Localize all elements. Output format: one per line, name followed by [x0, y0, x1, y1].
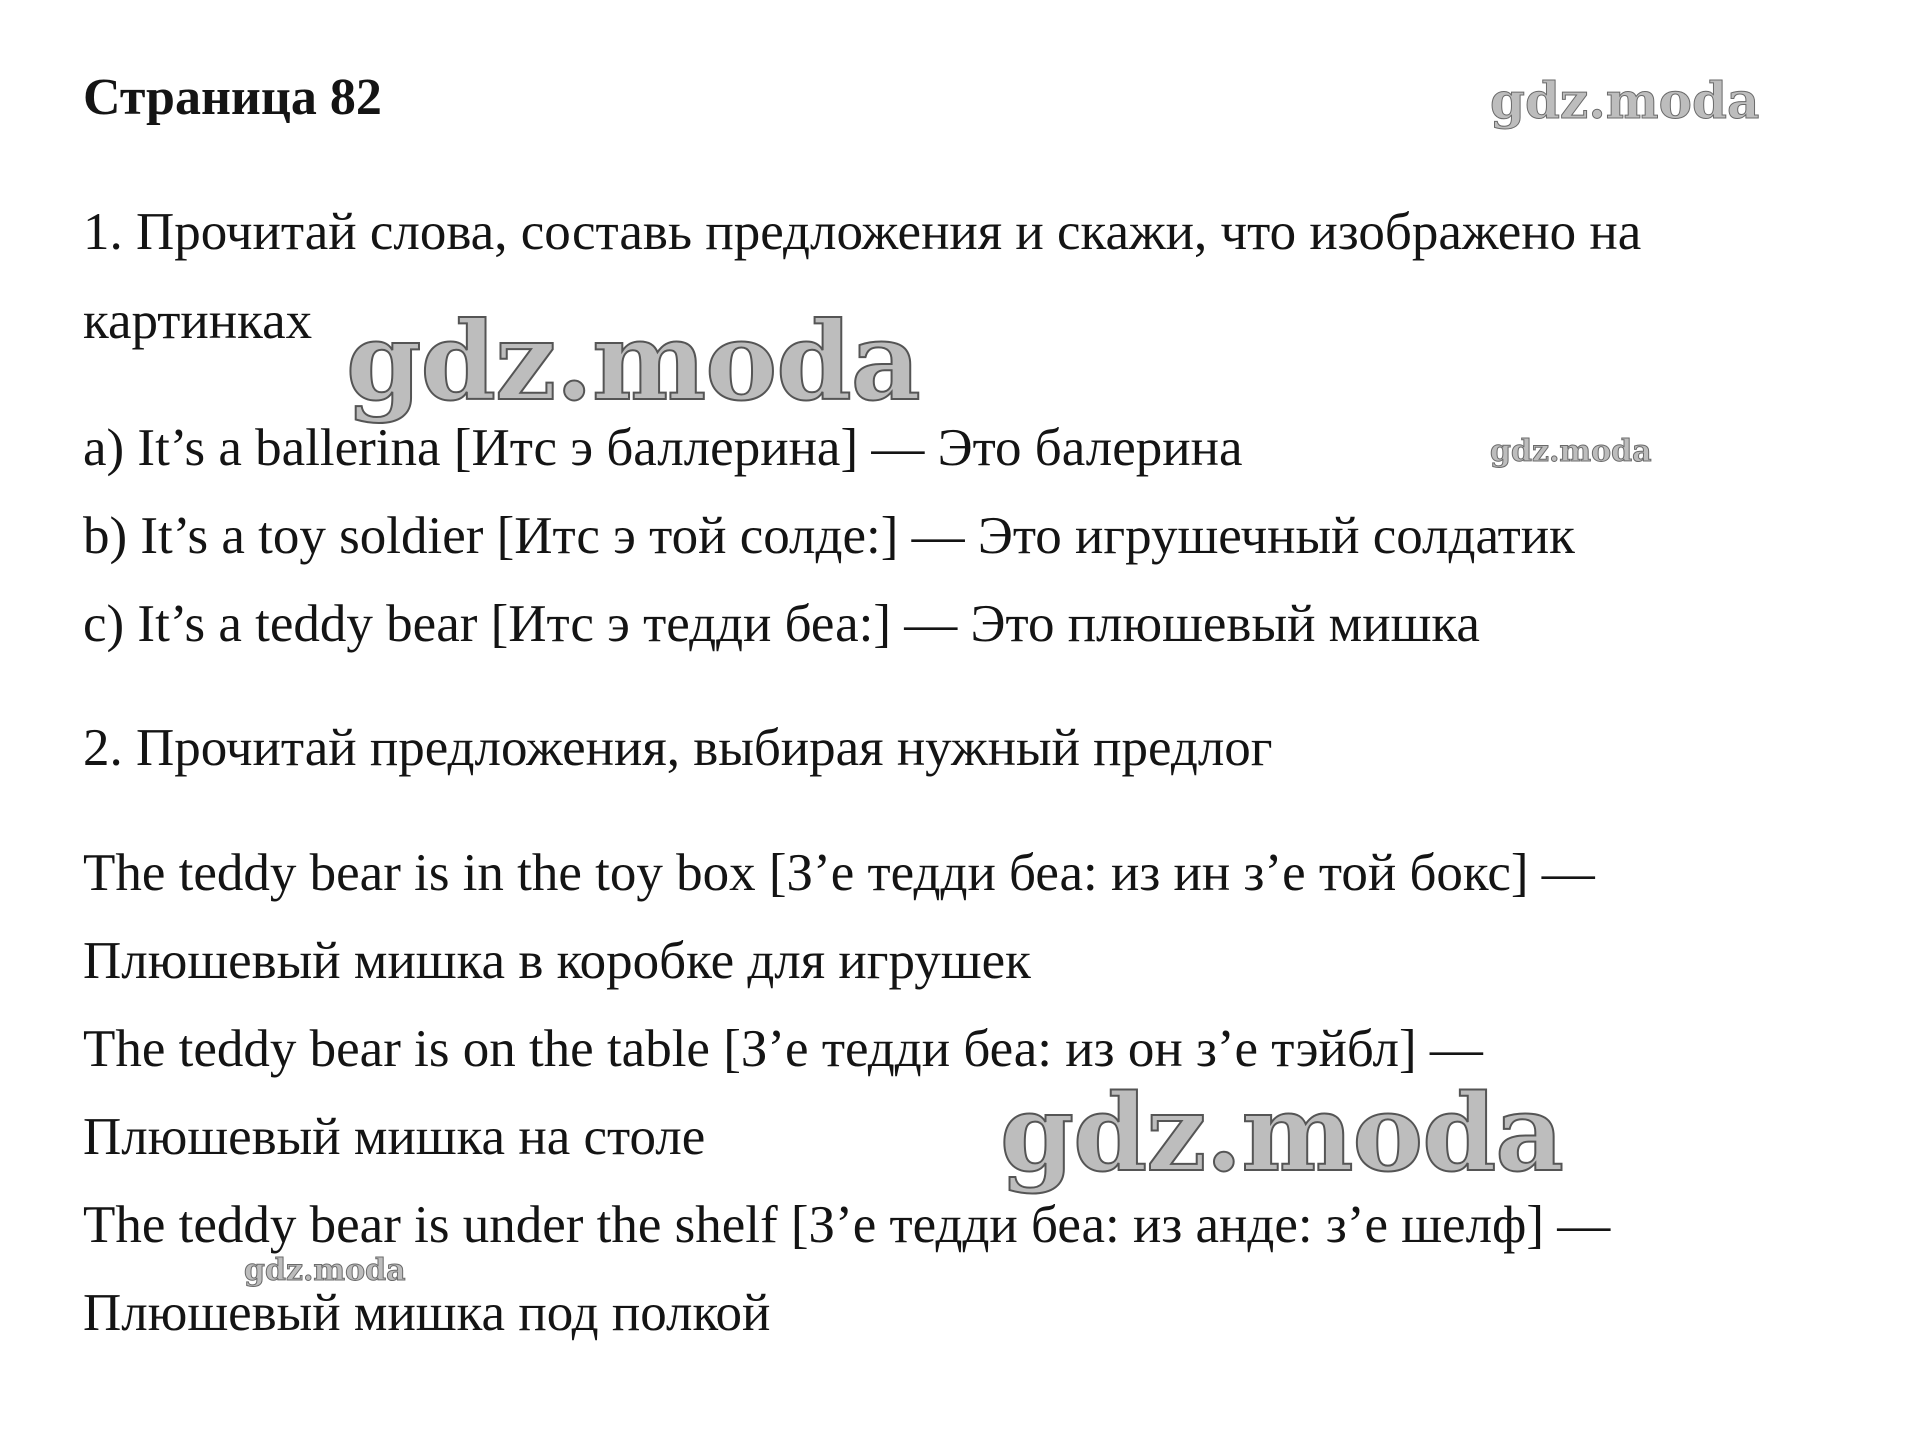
task2-line: Плюшевый мишка на столе	[83, 1108, 706, 1166]
task2-line: The teddy bear is under the shelf [З’е тедди беа: из анде: з’е шелф] —	[83, 1196, 1611, 1254]
watermark-logo: gdz.moda	[1490, 434, 1652, 469]
watermark-logo: gdz.moda	[244, 1253, 406, 1288]
page-title: Страница 82	[83, 69, 382, 126]
task2-line: The teddy bear is in the toy box [З’е тедди беа: из ин з’е той бокс] —	[83, 844, 1595, 902]
task2-heading: 2. Прочитай предложения, выбирая нужный предлог	[83, 719, 1273, 777]
task2-line: The teddy bear is on the table [З’е тедди беа: из он з’е тэйбл] —	[83, 1020, 1483, 1078]
watermark-logo: gdz.moda	[1000, 1070, 1563, 1195]
watermark-logo: gdz.moda	[346, 299, 920, 425]
task2-line: Плюшевый мишка под полкой	[83, 1284, 771, 1342]
watermark-logo: gdz.moda	[1490, 71, 1760, 130]
task1-heading-line2: картинках	[83, 292, 313, 350]
task2-line: Плюшевый мишка в коробке для игрушек	[83, 932, 1031, 990]
task1-item: b) It’s a toy soldier [Итс э той солде:] — Это игрушечный солдатик	[83, 507, 1575, 565]
task1-item: c) It’s a teddy bear [Итс э тедди беа:] — Это плюшевый мишка	[83, 595, 1480, 653]
task1-heading-line1: 1. Прочитай слова, составь предложения и скажи, что изображено на	[83, 203, 1642, 261]
task1-item: a) It’s a ballerina [Итс э баллерина] — Это балерина	[83, 419, 1243, 477]
